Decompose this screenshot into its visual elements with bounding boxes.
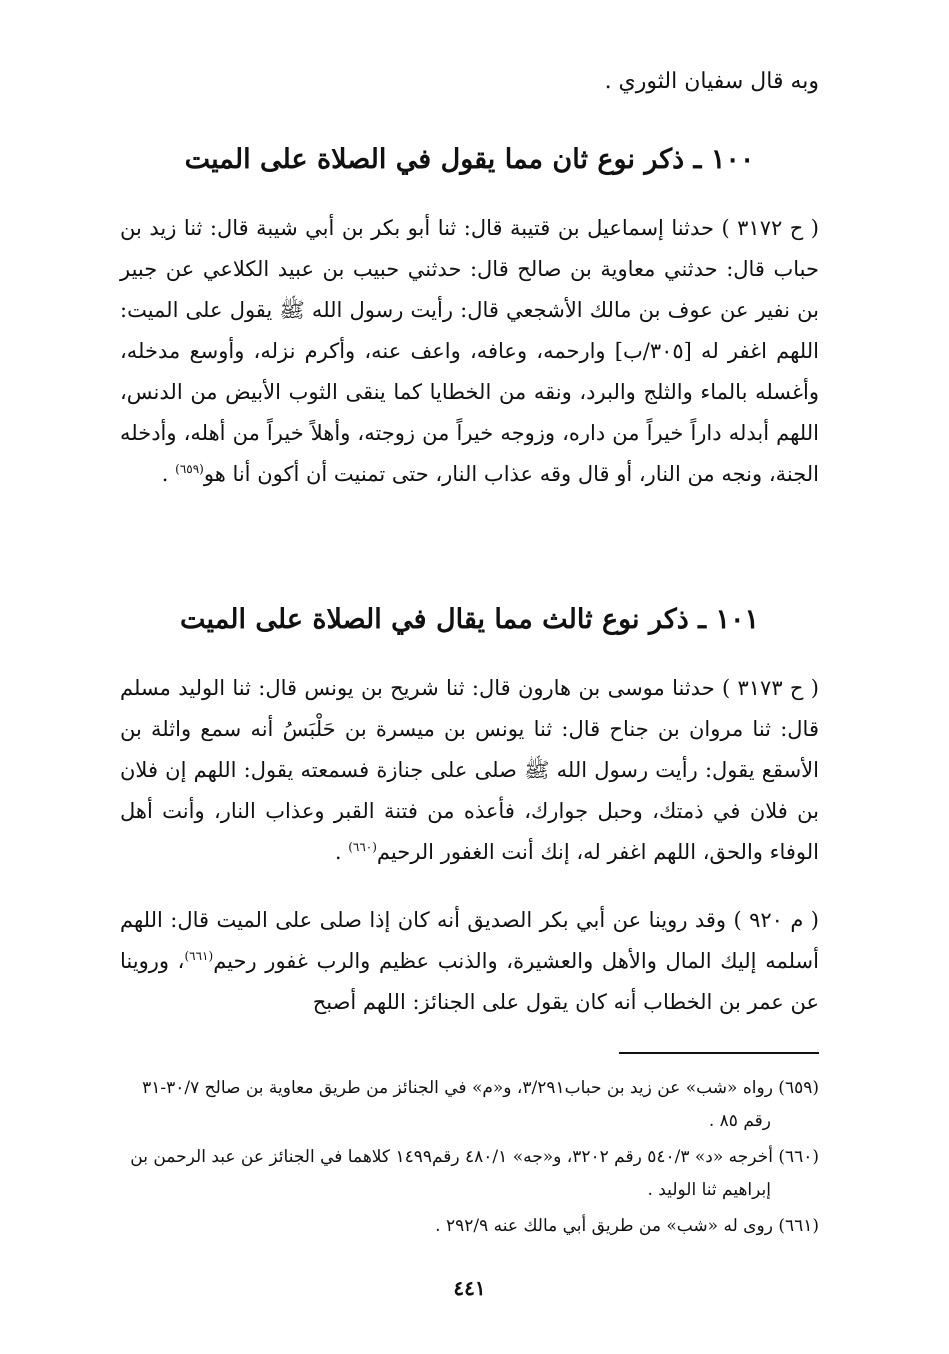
footnote-659: (٦٥٩) رواه «شب» عن زيد بن حباب٣/٢٩١، و«م» في الجنائز من طريق معاوية بن صالح ٣٠/٧-٣١ رقم ٨٥ . (142, 1078, 819, 1131)
athar-paragraph-920 (120, 900, 819, 1023)
athar-text-920-start: ( م ٩٢٠ ) وقد روينا عن أبي بكر الصديق أنه كان إذا صلى على الميت قال: اللهم أسلمه إليك المال والأهل والعشيرة، والذنب عظيم والرب غفور رحيم (120, 908, 820, 973)
hadith-text-3173: ( ح ٣١٧٣ ) حدثنا موسى بن هارون قال: ثنا شريح بن يونس قال: ثنا الوليد مسلم قال: ثنا مروان بن جناح قال: ثنا يونس بن ميسرة بن حَلْبَسُ أنه سمع واثلة بن الأسقع يقول: رأيت رسول الله ﷺ صلى على جنازة فسمعته يقول: اللهم إن فلان بن فلان في ذمتك، وحبل جوارك، فأعذه من فتنة القبر وعذاب النار، وأنت أهل الوفاء والحق، اللهم اغفر له، إنك أنت الغفور الرحيم (120, 676, 819, 864)
paragraph-end: . (334, 840, 349, 864)
hadith-text-3172: ( ح ٣١٧٢ ) حدثنا إسماعيل بن قتيبة قال: ثنا أبو بكر بن أبي شيبة قال: ثنا زيد بن حباب قال: حدثني معاوية بن صالح قال: حدثني حبيب بن عبيد الكلاعي عن جبير بن نفير عن عوف بن مالك الأشجعي قال: رأيت رسول الله ﷺ يقول على الميت: اللهم اغفر له [٣٠٥/ب] وارحمه، وعافه، واعف عنه، وأكرم نزله، وأوسع مدخله، وأغسله بالماء والثلج والبرد، ونقه من الخطايا كما ينقى الثوب الأبيض من الدنس، اللهم أبدله داراً خيراً من داره، وزوجه خيراً من زوجته، وأهلاً خيراً من أهله، وأدخله الجنة، ونجه من النار، أو قال وقه عذاب النار، حتى تمنيت أن أكون أنا هو (120, 216, 819, 486)
section-heading-101: ١٠١ ـ ذكر نوع ثالث مما يقال في الصلاة على الميت (180, 604, 759, 635)
opening-line: وبه قال سفيان الثوري . (604, 69, 819, 94)
footnote-ref-659: (٦٥٩) (175, 462, 204, 476)
section-heading-100: ١٠٠ ـ ذكر نوع ثان مما يقول في الصلاة على الميت (184, 144, 755, 175)
hadith-paragraph-3173 (120, 668, 819, 873)
footnote-ref-660: (٦٦٠) (348, 840, 377, 854)
paragraph-end: . (161, 462, 176, 486)
hadith-paragraph-3172 (120, 208, 819, 495)
footnote-661: (٦٦١) روى له «شب» من طريق أبي مالك عنه ٢٩٢/٩ . (435, 1216, 819, 1236)
book-page (120, 0, 819, 1354)
footnote-ref-661: (٦٦١) (184, 949, 214, 963)
page-number: ٤٤١ (453, 1276, 486, 1300)
footnote-separator (619, 1052, 819, 1054)
footnotes (120, 1072, 819, 1246)
athar-text-920-rest: ، وروينا عن عمر بن الخطاب أنه كان يقول على الجنائز: اللهم أصبح (120, 949, 819, 1014)
footnote-660: (٦٦٠) أخرجه «د» ٥٤٠/٣ رقم ٣٢٠٢، و«جه» ٤٨٠/١ رقم١٤٩٩ كلاهما في الجنائز عن عبد الرحمن بن إبراهيم ثنا الوليد . (130, 1147, 819, 1200)
